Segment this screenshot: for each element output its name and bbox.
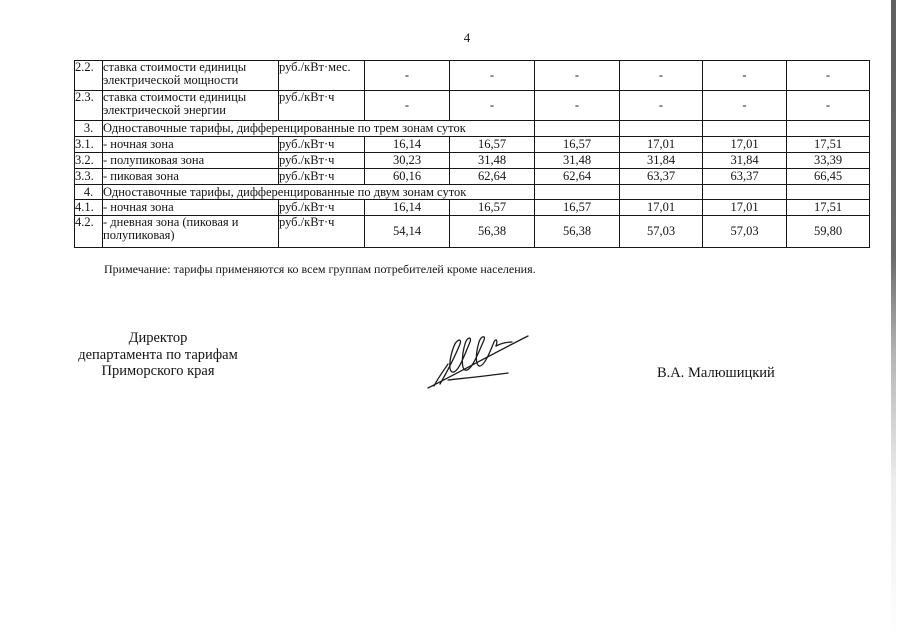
- tariff-value-cell: 56,38: [450, 216, 535, 248]
- tariff-value-cell: 62,64: [450, 169, 535, 185]
- description-cell: ставка стоимости единицы электрической энергии: [103, 91, 279, 121]
- tariff-value-cell: -: [535, 61, 620, 91]
- tariff-value-cell: 17,01: [703, 137, 787, 153]
- tariff-value-cell: 16,57: [450, 137, 535, 153]
- tariff-value-cell: 56,38: [535, 216, 620, 248]
- tariff-value-cell: -: [620, 91, 703, 121]
- scan-edge-shadow: [891, 0, 896, 640]
- table-row: [75, 137, 870, 153]
- tariff-value-cell: 16,57: [450, 200, 535, 216]
- row-number-cell: 3.1.: [75, 137, 103, 153]
- tariff-value-cell: 62,64: [535, 169, 620, 185]
- tariff-value-cell: 17,01: [703, 200, 787, 216]
- section-row: [75, 121, 870, 137]
- tariff-value-cell: -: [450, 91, 535, 121]
- description-cell: - полупиковая зона: [103, 153, 279, 169]
- table-row: [75, 169, 870, 185]
- signatory-position-line: Директор: [128, 330, 188, 346]
- description-cell: - ночная зона: [103, 200, 279, 216]
- tariff-value-cell: 60,16: [365, 169, 450, 185]
- description-cell: - пиковая зона: [103, 169, 279, 185]
- tariff-value-cell: 57,03: [703, 216, 787, 248]
- tariff-value-cell: 30,23: [365, 153, 450, 169]
- description-cell: - дневная зона (пиковая и полупиковая): [103, 216, 279, 248]
- unit-cell: руб./кВт·ч: [279, 169, 365, 185]
- table-row: [75, 61, 870, 91]
- page-number: 4: [463, 30, 471, 45]
- note-text: Примечание: тарифы применяются ко всем группам потребителей кроме населения.: [104, 262, 536, 276]
- tariff-value-cell: 17,51: [787, 137, 870, 153]
- empty-cell: [535, 185, 620, 200]
- empty-cell: [787, 185, 870, 200]
- tariff-value-cell: 63,37: [703, 169, 787, 185]
- description-cell: - ночная зона: [103, 137, 279, 153]
- tariff-value-cell: 17,01: [620, 137, 703, 153]
- tariff-value-cell: -: [703, 61, 787, 91]
- tariff-value-cell: 66,45: [787, 169, 870, 185]
- tariff-value-cell: -: [620, 61, 703, 91]
- row-number-cell: 3.: [75, 121, 103, 137]
- tariff-value-cell: 16,57: [535, 137, 620, 153]
- empty-cell: [620, 185, 703, 200]
- unit-cell: руб./кВт·ч: [279, 137, 365, 153]
- empty-cell: [620, 121, 703, 137]
- tariff-table-body: [75, 61, 870, 248]
- table-row: [75, 200, 870, 216]
- tariff-value-cell: 16,14: [365, 200, 450, 216]
- row-number-cell: 2.2.: [75, 61, 103, 91]
- tariff-value-cell: 59,80: [787, 216, 870, 248]
- description-cell: ставка стоимости единицы электрической мощности: [103, 61, 279, 91]
- section-title-cell: Одноставочные тарифы, дифференцированные по трем зонам суток: [103, 121, 535, 137]
- tariff-value-cell: 16,14: [365, 137, 450, 153]
- table-row: [75, 153, 870, 169]
- empty-cell: [787, 121, 870, 137]
- signatory-position-line: Приморского края: [101, 363, 215, 379]
- tariff-value-cell: 31,48: [450, 153, 535, 169]
- unit-cell: руб./кВт·мес.: [279, 61, 365, 91]
- row-number-cell: 2.3.: [75, 91, 103, 121]
- row-number-cell: 4.1.: [75, 200, 103, 216]
- tariff-value-cell: 54,14: [365, 216, 450, 248]
- tariff-value-cell: 57,03: [620, 216, 703, 248]
- tariff-value-cell: -: [535, 91, 620, 121]
- row-number-cell: 3.3.: [75, 169, 103, 185]
- empty-cell: [703, 121, 787, 137]
- signatory-position-line: департамента по тарифам: [78, 346, 238, 363]
- tariff-value-cell: -: [365, 61, 450, 91]
- table-row: [75, 91, 870, 121]
- row-number-cell: 4.: [75, 185, 103, 200]
- tariff-value-cell: 31,84: [703, 153, 787, 169]
- tariff-table: [74, 60, 870, 248]
- section-row: [75, 185, 870, 200]
- unit-cell: руб./кВт·ч: [279, 216, 365, 248]
- unit-cell: руб./кВт·ч: [279, 200, 365, 216]
- tariff-value-cell: 31,84: [620, 153, 703, 169]
- handwritten-signature: [426, 330, 530, 392]
- empty-cell: [535, 121, 620, 137]
- signatory-name: В.А. Малюшицкий: [657, 365, 775, 381]
- tariff-value-cell: -: [787, 61, 870, 91]
- signatory-position: [58, 330, 258, 380]
- empty-cell: [703, 185, 787, 200]
- section-title-cell: Одноставочные тарифы, дифференцированные по двум зонам суток: [103, 185, 535, 200]
- tariff-value-cell: 17,51: [787, 200, 870, 216]
- row-number-cell: 3.2.: [75, 153, 103, 169]
- unit-cell: руб./кВт·ч: [279, 153, 365, 169]
- tariff-value-cell: 33,39: [787, 153, 870, 169]
- tariff-value-cell: -: [450, 61, 535, 91]
- tariff-value-cell: 17,01: [620, 200, 703, 216]
- tariff-value-cell: -: [703, 91, 787, 121]
- tariff-value-cell: 31,48: [535, 153, 620, 169]
- tariff-value-cell: 63,37: [620, 169, 703, 185]
- unit-cell: руб./кВт·ч: [279, 91, 365, 121]
- tariff-value-cell: -: [365, 91, 450, 121]
- table-row: [75, 216, 870, 248]
- tariff-value-cell: 16,57: [535, 200, 620, 216]
- row-number-cell: 4.2.: [75, 216, 103, 248]
- tariff-value-cell: -: [787, 91, 870, 121]
